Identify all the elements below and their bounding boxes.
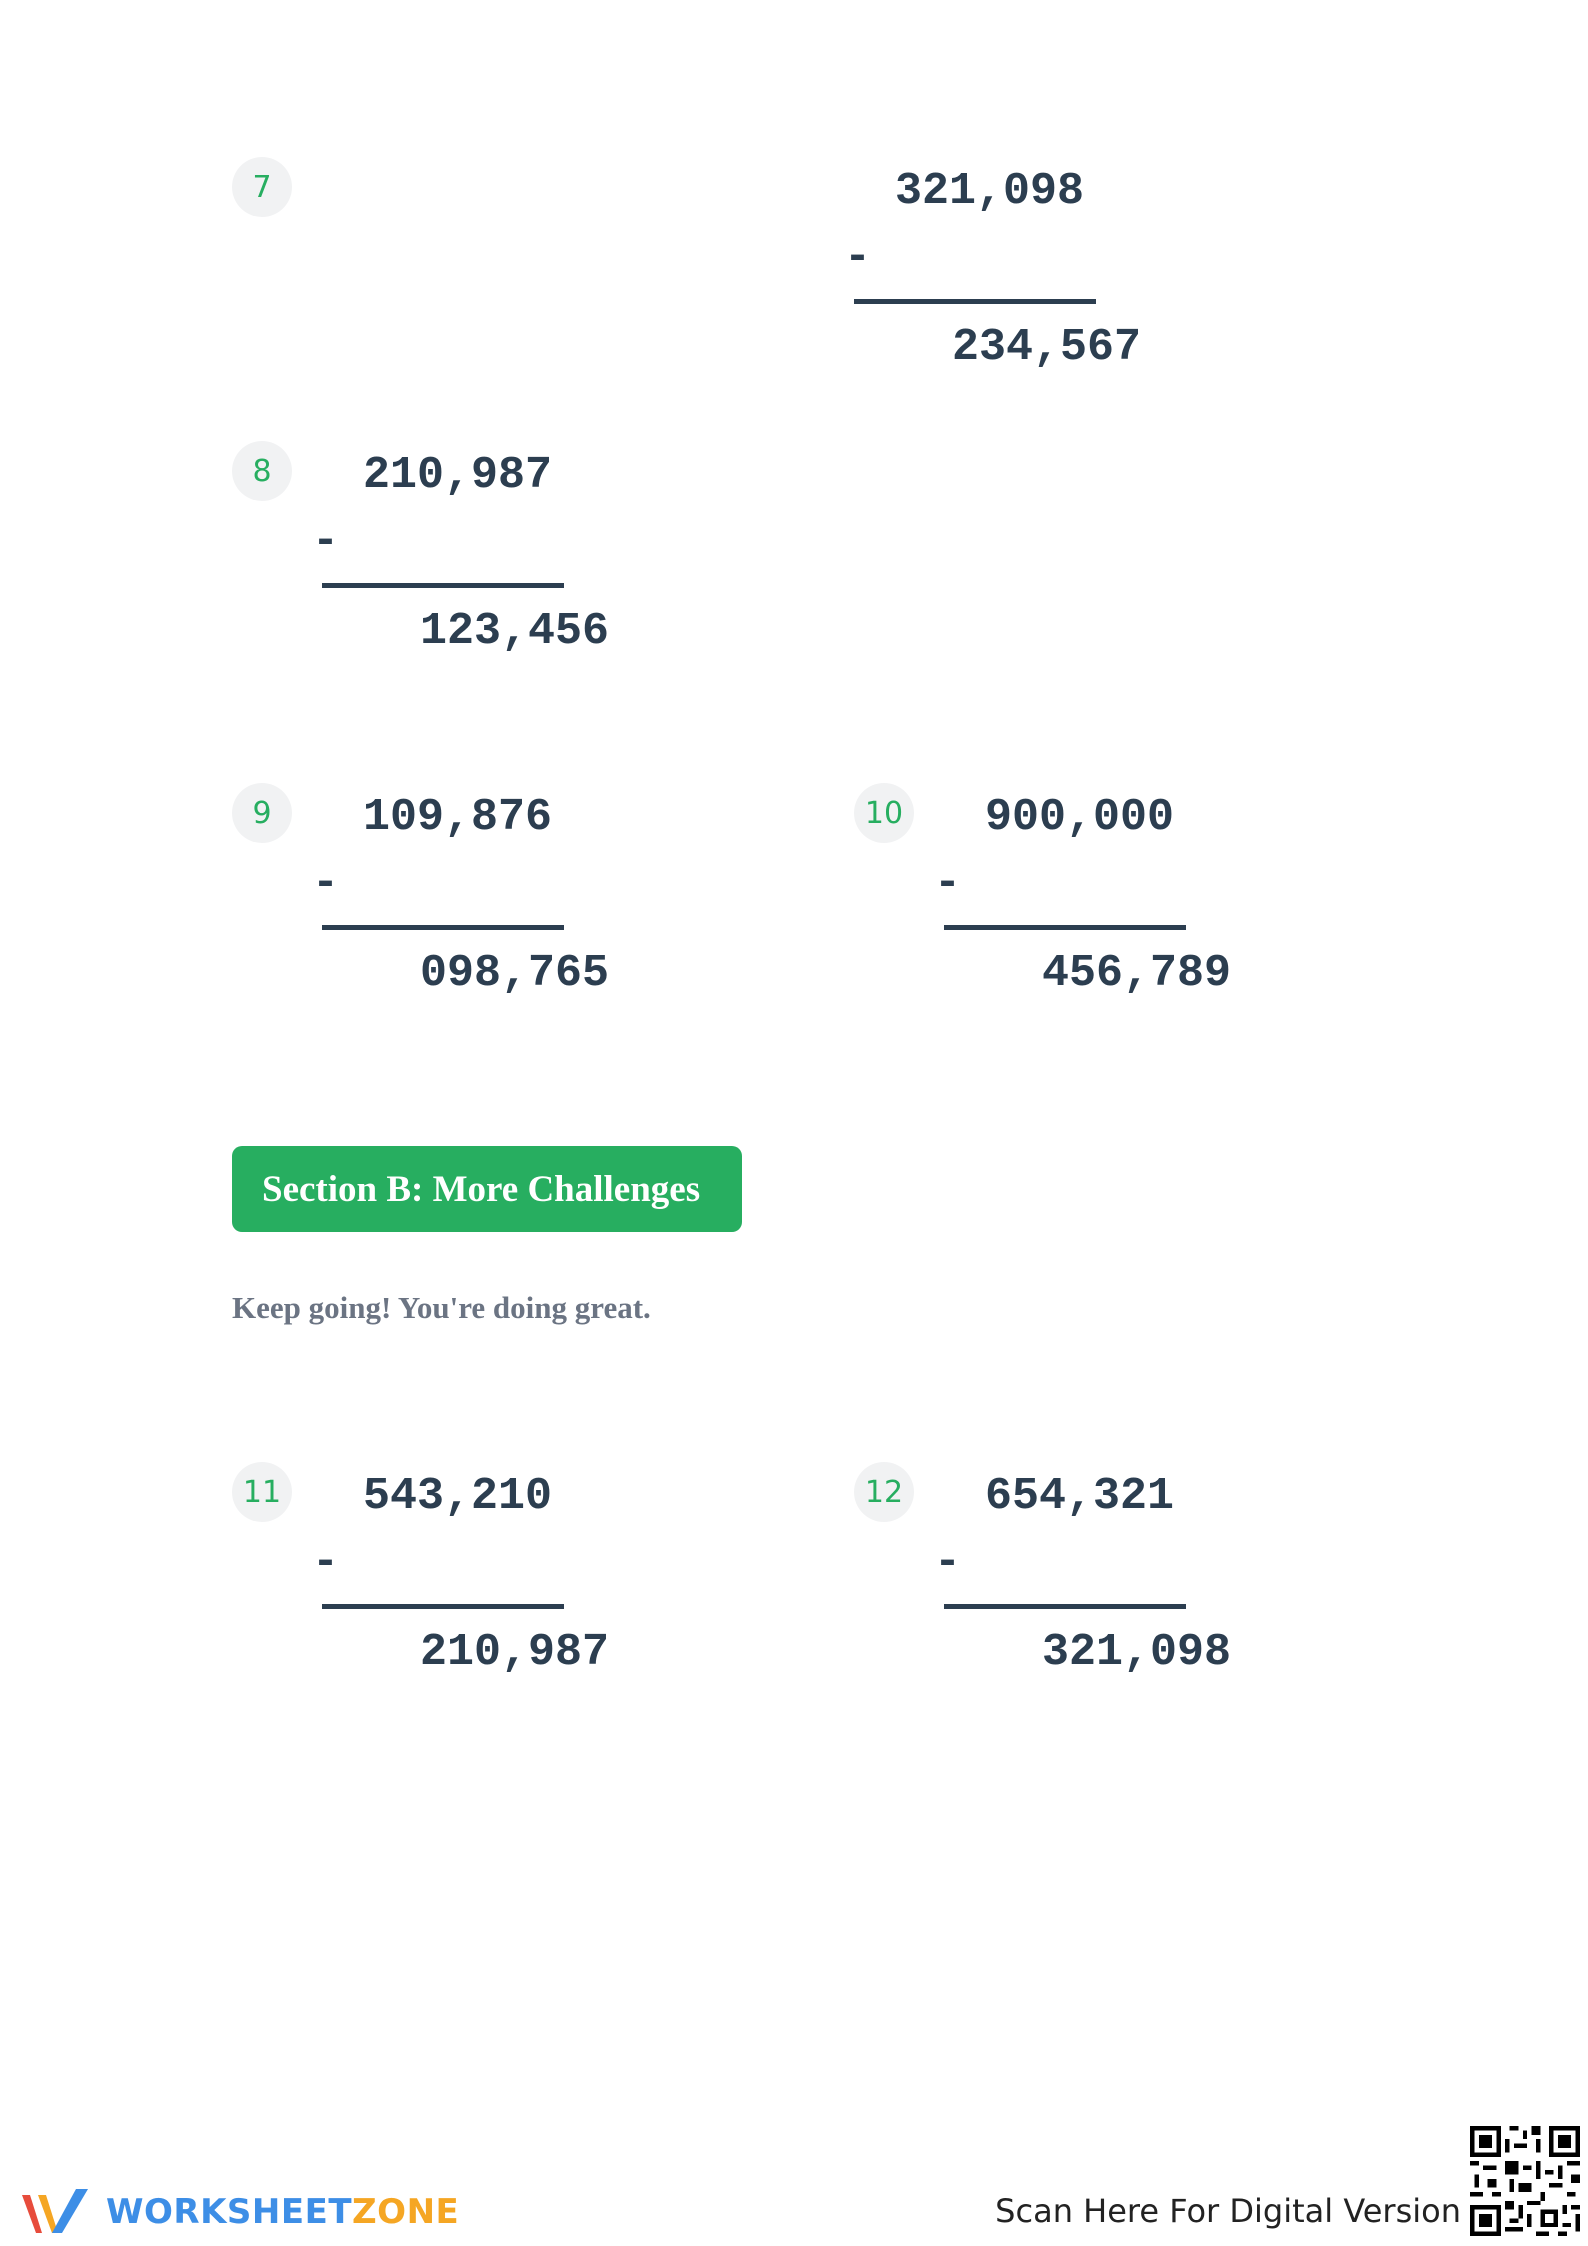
subtrahend: 321,098	[1042, 1627, 1232, 1678]
answer-line	[322, 1604, 564, 1609]
minus-sign: -	[844, 232, 872, 283]
answer-line	[944, 925, 1186, 930]
problem-number-badge: 12	[854, 1462, 914, 1522]
problem-7	[232, 157, 1142, 373]
subtrahend: 456,789	[1042, 948, 1232, 999]
subtrahend-row	[934, 1537, 1232, 1720]
minuend: 543,210	[362, 1471, 552, 1522]
subtrahend-row	[312, 1537, 610, 1720]
problem-number-badge: 8	[232, 441, 292, 501]
subtrahend: 098,765	[420, 948, 610, 999]
problem-11	[232, 1462, 632, 1678]
problem-number-badge: 11	[232, 1462, 292, 1522]
answer-line	[322, 583, 564, 588]
minus-sign: -	[934, 858, 962, 909]
subtrahend: 234,567	[952, 322, 1142, 373]
minus-sign: -	[934, 1537, 962, 1588]
problem-12	[854, 1462, 1254, 1678]
problem-number-badge: 10	[854, 783, 914, 843]
minuend: 321,098	[894, 166, 1084, 217]
minus-sign: -	[312, 516, 340, 567]
worksheetzone-logo[interactable]	[18, 2180, 459, 2244]
problem-number-badge: 9	[232, 783, 292, 843]
subtrahend-row	[312, 858, 610, 1041]
minus-sign: -	[312, 1537, 340, 1588]
section-subtitle: Keep going! You're doing great.	[232, 1290, 651, 1325]
answer-line	[854, 299, 1096, 304]
subtrahend: 210,987	[420, 1627, 610, 1678]
problem-8	[232, 441, 632, 657]
subtrahend-row	[934, 858, 1232, 1041]
problem-9	[232, 783, 632, 999]
problem-number-badge: 7	[232, 157, 292, 217]
minus-sign: -	[312, 858, 340, 909]
minuend: 900,000	[984, 792, 1174, 843]
minuend: 210,987	[362, 450, 552, 501]
problem-10	[854, 783, 1254, 999]
subtrahend-row	[844, 232, 1142, 415]
qr-code-icon[interactable]	[1470, 2126, 1580, 2236]
subtrahend: 123,456	[420, 606, 610, 657]
scan-caption: Scan Here For Digital Version	[995, 2192, 1461, 2230]
section-heading: Section B: More Challenges	[232, 1146, 742, 1232]
subtrahend-row	[312, 516, 610, 699]
worksheetzone-logo-icon	[18, 2183, 96, 2241]
minuend: 654,321	[984, 1471, 1174, 1522]
minuend: 109,876	[362, 792, 552, 843]
answer-line	[322, 925, 564, 930]
logo-wordmark: WORKSHEETZONE	[106, 2192, 460, 2232]
answer-line	[944, 1604, 1186, 1609]
